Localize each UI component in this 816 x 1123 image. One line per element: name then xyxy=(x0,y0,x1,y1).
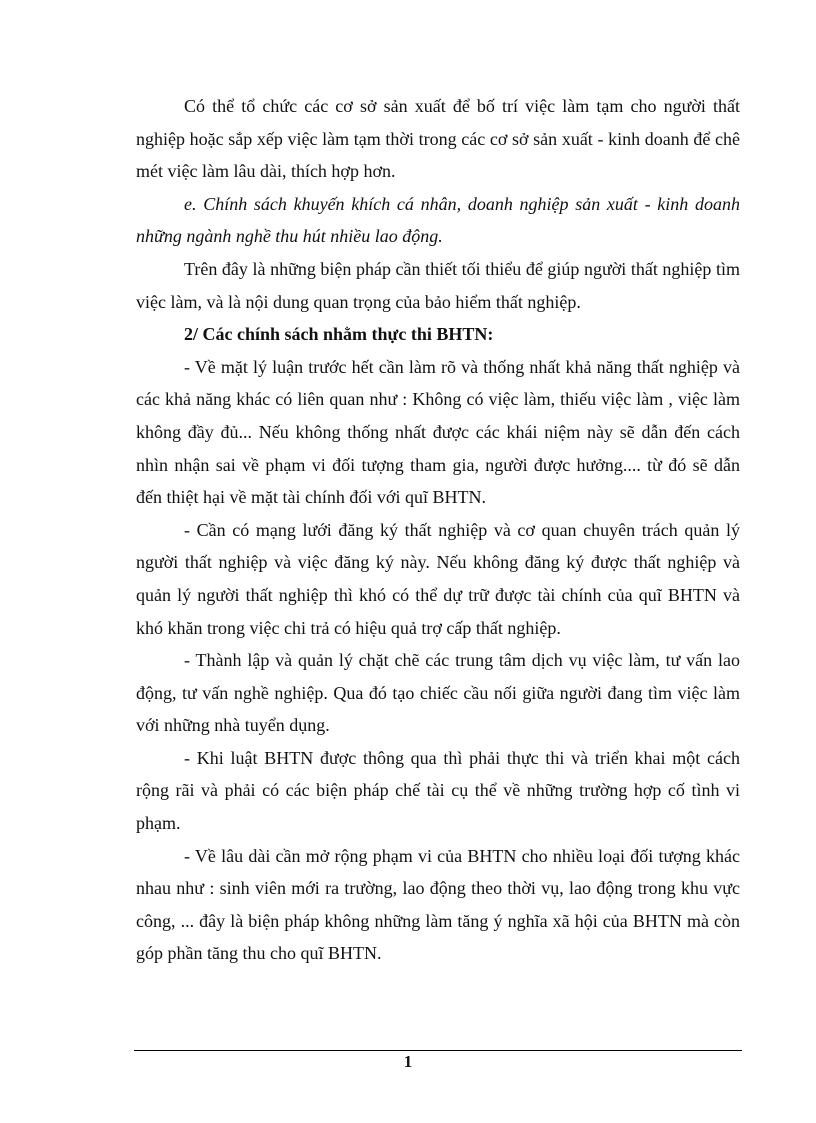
paragraph-law-enforcement: - Khi luật BHTN được thông qua thì phải thực thi và triển khai một cách rộng rãi và phải có các biện pháp chế tài cụ thể về những trường hợp cố tình vi phạm. xyxy=(136,747,740,834)
footer-rule xyxy=(134,1050,742,1051)
document-body xyxy=(136,90,740,970)
page-number: 1 xyxy=(403,1052,413,1071)
paragraph-registration: - Cần có mạng lưới đăng ký thất nghiệp và cơ quan chuyên trách quản lý người thất nghiệp và việc đăng ký này. Nếu không đăng ký được thất nghiệp và quản lý người thất nghiệp thì khó có thể dự trữ được tài chính của quĩ BHTN và khó khăn trong việc chi trả có hiệu quả trợ cấp thất nghiệp. xyxy=(136,519,740,638)
section-heading: 2/ Các chính sách nhằm thực thi BHTN: xyxy=(184,324,494,345)
paragraph-summary: Trên đây là những biện pháp cần thiết tối thiểu để giúp người thất nghiệp tìm việc làm, và là nội dung quan trọng của bảo hiểm thất nghiệp. xyxy=(136,258,740,312)
paragraph-policy-e: e. Chính sách khuyến khích cá nhân, doanh nghiệp sản xuất - kinh doanh những ngành nghề thu hút nhiều lao động. xyxy=(136,193,740,247)
paragraph-temporary-jobs: Có thể tổ chức các cơ sở sản xuất để bố trí việc làm tạm cho người thất nghiệp hoặc sắp xếp việc làm tạm thời trong các cơ sở sản xuất - kinh doanh để chê mét việc làm lâu dài, thích hợp hơn. xyxy=(136,96,740,182)
paragraph-job-centers: - Thành lập và quản lý chặt chẽ các trung tâm dịch vụ việc làm, tư vấn lao động, tư vấn nghề nghiệp. Qua đó tạo chiếc cầu nối giữa người đang tìm việc làm với những nhà tuyển dụng. xyxy=(136,650,740,736)
paragraph-theory: - Về mặt lý luận trước hết cần làm rõ và thống nhất khả năng thất nghiệp và các khả năng khác có liên quan như : Không có việc làm, thiếu việc làm , việc làm không đầy đủ... Nếu không thống nhất được các khái niệm này sẽ dẫn đến cách nhìn nhận sai về phạm vi đối tượng tham gia, người được hưởng.... từ đó sẽ dẫn đến thiệt hại về mặt tài chính đối với quĩ BHTN. xyxy=(136,356,740,508)
paragraph-scope-expansion: - Về lâu dài cần mở rộng phạm vi của BHTN cho nhiều loại đối tượng khác nhau như : sinh viên mới ra trường, lao động theo thời vụ, lao động trong khu vực công, ... đây là biện pháp không những làm tăng ý nghĩa xã hội của BHTN mà còn góp phần tăng thu cho quĩ BHTN. xyxy=(136,845,740,964)
